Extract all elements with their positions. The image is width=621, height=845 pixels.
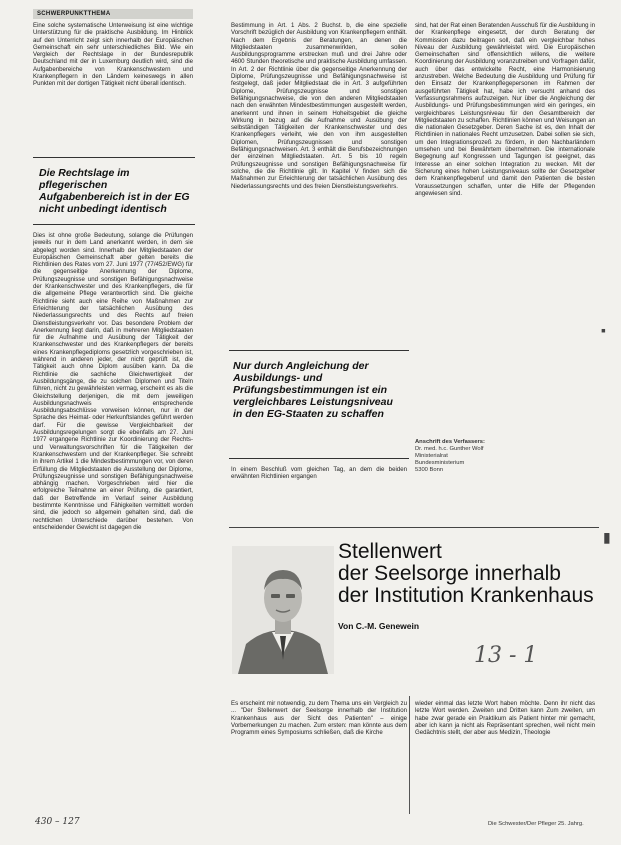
margin-mark: ▮ bbox=[603, 529, 611, 545]
article-column-1: Es erscheint mir notwendig, zu dem Thema uns ein Vergleich zu ... "Der Stellenwert der Seelsorge innerhalb der Institution Krankenhaus aus der Sicht des Patienten" – einige Vorbemerkungen zu machen. Zum ersten: man könnte aus dem Programm eines Symposiums schließen, daß die Kirche bbox=[231, 700, 407, 737]
title-line: der Seelsorge innerhalb bbox=[338, 562, 561, 585]
column-3-body: sind, hat der Rat einen Beratenden Ausschuß für die Ausbildung in der Krankenpflege eingesetzt, der durch Beratung der Kommission dazu beitragen soll, daß ein vergleichbar hohes Niveau der Ausbildung gewährleistet wird. Die Europäischen Gemeinschaften sind offensichtlich willens, die weitere Koordinierung der Ausbildung voranzutreiben und Vorfragen dafür, auch über das entwickelte Recht, eine Harmonisierung anzustreben. Welche Bedeutung die Ausbildung und Prüfung für den Einsatz der Krankenpflegepersonen im Rahmen der ausgeführten Tätigkeit hat, habe ich versucht anhand des Verfassungsrahmens aufzuzeigen. Nur über die Angleichung der Ausbildungs- und Prüfungsbestimmungen wird ein geringes, ein vergleichbares Leistungsniveau für den Gesamtbereich der Mitgliedstaaten zu schaffen. Richtlinien können und Weisungen an die nationalen Gesetzgeber. Deren Sache ist es, den Inhalt der Richtlinien in nationales Recht umzusetzen. Dabei sollen sie sich, um den Integrationsprozeß zu fördern, in den Nachbarländern umsehen und bei Bewährtem übernehmen. Die internationale Begegnung auf Kongressen und Tagungen ist geeignet, das Interesse an einer solchen Integration zu wecken. Mit der Sicherung eines hohen Leistungsniveaus sollte der Gesetzgeber dem Krankenpflegeberuf und damit den Patienten die besten Voraussetzungen schaffen, unter die Hilfe der Pflegenden angewiesen sind. bbox=[415, 22, 595, 197]
page-number: 430 – 127 bbox=[35, 817, 80, 827]
column-1-body: Dies ist ohne große Bedeutung, solange die Prüfungen jeweils nur in dem Land anerkannt werden, in dem sie abgelegt worden sind. Innerhalb der Mitgliedstaaten der Europäischen Gemeinschaft aber gelten bereits die Richtlinien des Rates vom 27. Juni 1977 (77/452/EWG) für die gegenseitige Anerkennung der Diplome, Prüfungszeugnisse und sonstigen Befähigungsnachweise der Krankenschwester und des Krankenpflegers, die für die allgemeine Pflege verantwortlich sind. Die gleiche Richtlinie sieht auch eine Reihe von Maßnahmen zur Erleichterung der tatsächlichen Ausübung des Niederlassungsrechts und des Rechts auf freien Dienstleistungsverkehr vor. Das besondere Problem der Anerkennung liegt darin, daß in mehreren Mitgliedstaaten für die Aufnahme und Ausübung der Tätigkeit der Krankenschwester und des Krankenpflegers der bereits eines Krankenpflegediploms gesetzlich vorgeschrieben ist, während in anderen jeder, der nicht geprüft ist, die Tätigkeit auch ohne Diplom ausüben kann. Da die Richtlinie die sachliche Gleichwertigkeit der Ausbildungsgänge, die zu solchen Diplomen und Titeln führen, nicht zu gewährleisten vermag, erscheint es als die Gleichstellung derjenigen, die mit dem jeweiligen Ausbildungsnachweis entsprechende Ausbildungsabschlüsse vorweisen können, nur in der Sprache des Heimat- oder Herkunftslandes geführt werden darf. Für die gewisse Vergleichbarkeit der Ausbildungsregelungen sorgt die ebenfalls am 27. Juni 1977 ergangene Richtlinie zur Koordinierung der Rechts- und Verwaltungsvorschriften für die Tätigkeiten der Krankenschwestern und der Krankenpfleger. Sie schreibt in ihrem Artikel 1 die Mindestbestimmungen vor, von deren Erfüllung die Mitgliedstaaten die Ausstellung der Diplome, Prüfungszeugnisse und sonstigen Befähigungsnachweise abhängig machen. Vorgeschrieben wird hier die erfolgreiche Teilnahme an einer Prüfung, die garantiert, daß der Betreffende im Verlauf seiner Ausbildung bestimmte Kenntnisse und Fähigkeiten vermittelt worden sind, die jedoch so allgemein gehalten sind, daß die rechtlichen Unterschiede darüber bestehen. Von entscheidender Gewicht ist dagegen die bbox=[33, 232, 193, 531]
column-1-intro: Eine solche systematische Unterweisung ist eine wichtige Unterstützung für die praktische Ausbildung. Im Hinblick auf den Unterricht zeigt sich innerhalb der Europäischen Gemeinschaft ein sehr unterschiedliches Bild. Wie ein Vergleich der Rechtslage in der Bundesrepublik Deutschland mit der in Luxemburg deutlich wird, sind die Aufgabenbereiche von Krankenschwestern und Krankenpflegern in den Ländern keineswegs in allen Punkten mit der dortigen Tätigkeit nicht überall identisch. bbox=[33, 22, 193, 88]
divider bbox=[33, 224, 195, 225]
margin-mark: ▪ bbox=[601, 322, 606, 338]
address-line: Ministerialrat bbox=[415, 453, 448, 459]
address-line: Bundesministerium bbox=[415, 460, 465, 466]
divider bbox=[229, 458, 409, 459]
handwritten-note: 13 - 1 bbox=[474, 643, 538, 668]
divider bbox=[33, 157, 195, 158]
subheading-legal-situation: Die Rechtslage im pflegerischen Aufgabenbereich ist in der EG nicht unbedingt identisch bbox=[39, 167, 190, 215]
address-label: Anschrift des Verfassers: bbox=[415, 439, 485, 445]
journal-footer: Die Schwester/Der Pfleger 25. Jahrg. bbox=[488, 821, 584, 827]
divider bbox=[229, 350, 409, 351]
column-2-body: Bestimmung in Art. 1 Abs. 2 Buchst. b, die eine spezielle Vorschrift bezüglich der Ausbildung von Krankenpflegern enthält. Nach dem Ergebnis der Beratungen, an denen die Mitgliedstaaten zusammenwirkten, sollen Ausbildungsprogramme erstrecken muß und drei Jahre oder 4600 Stunden theoretische und praktische Ausbildung umfassen. In Art. 2 der Richtlinie über die gegenseitige Anerkennung der Diplome, Prüfungszeugnisse und Befähigungsnachweise ist festgelegt, daß jeder Mitgliedstaat die in Art. 3 aufgeführten Diplome, Prüfungszeugnisse und sonstigen Befähigungsnachweise, die von den anderen Mitgliedstaaten nach den erwähnten Mindestbestimmungen ausgestellt werden, anerkennt und ihnen in seinem Hoheitsgebiet die gleiche Wirkung in bezug auf die Aufnahme und Ausübung der selbständigen Tätigkeiten der Krankenschwester und des Krankenpflegers verleiht, wie den von ihm ausgestellten Diplomen, Prüfungszeugnissen und sonstigen Befähigungsnachweisen. Art. 3 enthält die Berufsbezeichnungen der einzelnen Mitgliedstaaten. Art. 5 bis 10 regeln Prüfungszeugnisse und sonstigen Befähigungsnachweise für solche, die die Richtlinie gilt. In Kapitel V finden sich die Maßnahmen zur Erleichterung der tatsächlichen Ausübung des Niederlassungsrechts und des freien Dienstleistungsverkehrs. bbox=[231, 22, 407, 190]
address-line: 5300 Bonn bbox=[415, 467, 444, 473]
article-column-2: wieder einmal das letzte Wort haben möchte. Denn ihr nicht das letzte Wort werden. Zweiten und Dritten kann Zum zweiten, um habe zwar gerade ein Praktikum als Patient hinter mir gemacht, aber ich kann ja nicht als Repräsentant sprechen, weil nicht mein Gedächtnis stellt, der aber aus Medizin, Theologie bbox=[415, 700, 595, 737]
portrait-image bbox=[232, 546, 334, 674]
subheading-harmonisation: Nur durch Angleichung der Ausbildungs- und Prüfungsbestimmungen ist ein vergleichbares Leistungsniveau in den EG-Staaten zu schaffen bbox=[233, 360, 393, 420]
article-author: Von C.-M. Genewein bbox=[338, 621, 420, 631]
column-2-continued: In einem Beschluß vom gleichen Tag, an dem die beiden erwähnten Richtlinien ergangen bbox=[231, 466, 407, 481]
column-separator bbox=[409, 696, 410, 814]
article-divider bbox=[229, 527, 599, 528]
title-line: Stellenwert bbox=[338, 540, 442, 563]
author-photo bbox=[232, 546, 334, 674]
address-line: Dr. med. h.c. Gunther Wolf bbox=[415, 446, 484, 452]
section-header: SCHWERPUNKTTHEMA bbox=[33, 9, 193, 19]
title-line: der Institution Krankenhaus bbox=[338, 584, 594, 607]
author-address bbox=[415, 439, 565, 474]
article-title bbox=[338, 541, 594, 607]
